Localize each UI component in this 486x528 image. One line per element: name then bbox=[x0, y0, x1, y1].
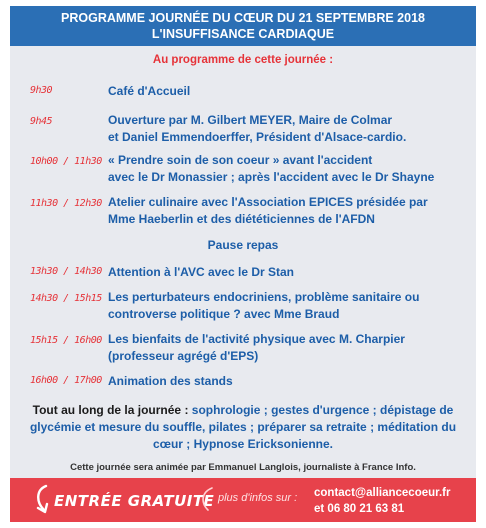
schedule-time: 15h15 / 16h00 bbox=[30, 335, 102, 346]
schedule-line: Mme Haeberlin et des diététiciennes de l'AFDN bbox=[108, 212, 375, 226]
schedule-time: 9h45 bbox=[30, 116, 53, 127]
schedule-line: et Daniel Emmendoerffer, Président d'Alsace-cardio. bbox=[108, 130, 407, 144]
schedule-description bbox=[108, 112, 458, 146]
contact-block bbox=[314, 485, 450, 517]
all-day-activities bbox=[24, 402, 462, 453]
swirl-icon bbox=[198, 486, 216, 519]
free-entry-label: ENTRÉE GRATUITE bbox=[54, 492, 215, 510]
all-day-text: sophrologie ; gestes d'urgence ; dépistage de glycémie et mesure du souffle, pilates ; préparer sa retraite ; méditation du cœur ; Hypnose Ericksonienne. bbox=[29, 403, 457, 451]
header-title-line2: L'INSUFFISANCE CARDIAQUE bbox=[151, 27, 335, 41]
schedule-line: Animation des stands bbox=[108, 374, 233, 388]
schedule-line: Les perturbateurs endocriniens, problème sanitaire ou bbox=[108, 290, 420, 304]
program-header bbox=[10, 6, 476, 46]
schedule-time: 16h00 / 17h00 bbox=[30, 375, 102, 386]
schedule-line: Atelier culinaire avec l'Association EPICES présidée par bbox=[108, 195, 428, 209]
curved-arrow-icon bbox=[34, 484, 54, 523]
schedule-time: 13h30 / 14h30 bbox=[30, 266, 102, 277]
contact-email[interactable]: contact@alliancecoeur.fr bbox=[314, 487, 451, 499]
schedule-line: Attention à l'AVC avec le Dr Stan bbox=[108, 265, 295, 279]
header-title-line1: PROGRAMME JOURNÉE DU CŒUR DU 21 SEPTEMBRE 2018 bbox=[61, 11, 425, 25]
schedule-time: 11h30 / 12h30 bbox=[30, 198, 102, 209]
schedule-time: 9h30 bbox=[30, 85, 53, 96]
schedule-line: (professeur agrégé d'EPS) bbox=[108, 349, 259, 363]
schedule-description bbox=[108, 194, 458, 228]
schedule-line: Café d'Accueil bbox=[108, 84, 191, 98]
lunch-break: Pause repas bbox=[207, 238, 279, 252]
program-subtitle: Au programme de cette journée : bbox=[152, 54, 334, 66]
footer-bar bbox=[10, 478, 476, 522]
schedule-line: Ouverture par M. Gilbert MEYER, Maire de Colmar bbox=[108, 113, 393, 127]
schedule-line: controverse politique ? avec Mme Braud bbox=[108, 307, 340, 321]
program-panel bbox=[10, 46, 476, 478]
schedule-time: 10h00 / 11h30 bbox=[30, 156, 102, 167]
schedule-line: Les bienfaits de l'activité physique avec M. Charpier bbox=[108, 332, 405, 346]
host-note: Cette journée sera animée par Emmanuel Langlois, journaliste à France Info. bbox=[70, 462, 416, 473]
schedule-description bbox=[108, 83, 458, 100]
schedule-description bbox=[108, 373, 458, 390]
schedule-description bbox=[108, 289, 458, 323]
contact-phone[interactable]: et 06 80 21 63 81 bbox=[314, 503, 405, 515]
schedule-line: avec le Dr Monassier ; après l'accident avec le Dr Shayne bbox=[108, 170, 435, 184]
schedule-time: 14h30 / 15h15 bbox=[30, 293, 102, 304]
schedule-description bbox=[108, 331, 458, 365]
schedule-description bbox=[108, 264, 458, 281]
all-day-lead: Tout au long de la journée : bbox=[32, 403, 189, 417]
more-info-label: plus d'infos sur : bbox=[218, 492, 298, 504]
schedule-description bbox=[108, 152, 458, 186]
schedule-line: « Prendre soin de son coeur » avant l'accident bbox=[108, 153, 373, 167]
